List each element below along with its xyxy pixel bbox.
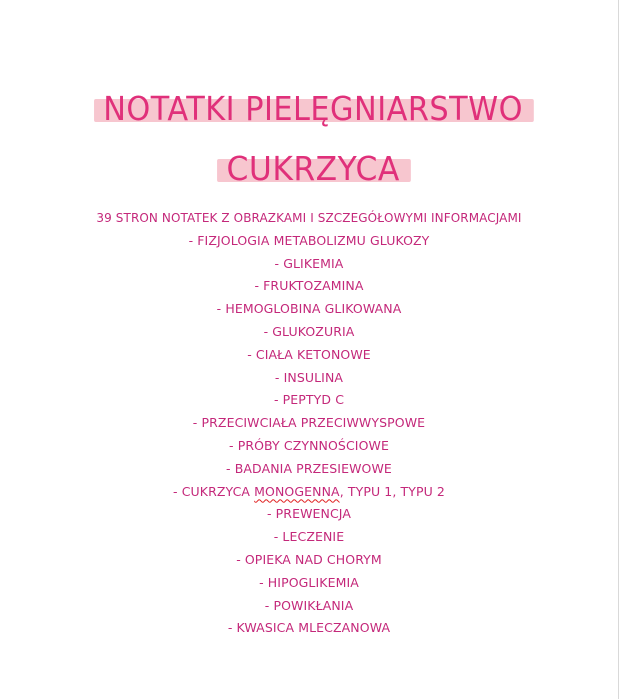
intro-line: 39 STRON NOTATEK Z OBRAZKAMI I SZCZEGÓŁOWYMI INFORMACJAMI	[96, 211, 522, 225]
topic-item: - OPIEKA NAD CHORYM	[236, 551, 382, 567]
title-line-2: CUKRZYCA	[221, 152, 406, 185]
diabetes-types-suffix: , TYPU 1, TYPU 2	[339, 483, 445, 499]
topic-item: - PRZECIWCIAŁA PRZECIWWYSPOWE	[192, 415, 426, 431]
topic-item: - FIZJOLOGIA METABOLIZMU GLUKOZY	[188, 232, 430, 248]
topic-item: - INSULINA	[274, 369, 344, 385]
diabetes-types-prefix: - CUKRZYCA	[173, 483, 255, 499]
topic-item: - HIPOGLIKEMIA	[259, 574, 359, 590]
title-line-2-wrap	[0, 149, 626, 188]
spellcheck-underlined-word[interactable]: MONOGENNA	[254, 483, 340, 499]
title-line-1-wrap	[0, 89, 626, 128]
topic-item: - PEPTYD C	[273, 392, 345, 408]
topic-item: - FRUKTOZAMINA	[254, 278, 364, 294]
topic-list	[0, 207, 618, 640]
topic-item: - GLUKOZURIA	[263, 323, 355, 339]
topic-item: - GLIKEMIA	[274, 255, 344, 271]
topic-item: - LECZENIE	[273, 529, 345, 545]
topic-item: - PRÓBY CZYNNOŚCIOWE	[229, 437, 389, 453]
topic-item: - POWIKŁANIA	[264, 597, 354, 613]
topic-item: - HEMOGLOBINA GLIKOWANA	[216, 301, 402, 317]
topic-item-diabetes-types	[0, 481, 618, 504]
topic-item: - PREWENCJA	[266, 506, 352, 522]
title-line-1: NOTATKI PIELĘGNIARSTWO	[98, 92, 529, 125]
topic-item: - BADANIA PRZESIEWOWE	[226, 460, 392, 476]
topic-item: - KWASICA MLECZANOWA	[227, 620, 391, 636]
topic-item: - CIAŁA KETONOWE	[247, 346, 371, 362]
